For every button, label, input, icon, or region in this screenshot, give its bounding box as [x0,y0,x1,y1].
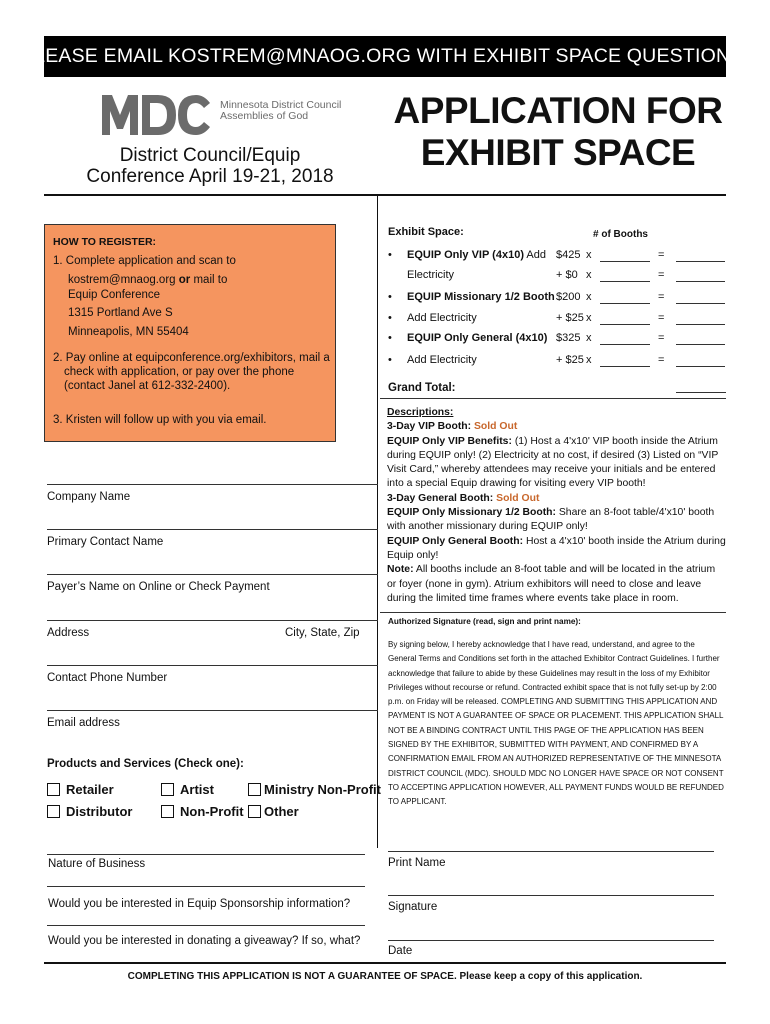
vip-booth-label: 3-Day VIP Booth: [387,421,472,433]
booth-count-blank[interactable] [600,281,650,282]
sponsorship-line[interactable] [47,886,365,887]
contact-name-label: Primary Contact Name [47,536,164,548]
sponsorship-label: Would you be interested in Equip Sponsorship information? [48,898,351,910]
booth-label-bold: EQUIP Only General (4x10) [407,332,548,344]
address-line3: Minneapolis, MN 55404 [68,326,189,338]
company-name-line[interactable] [47,484,378,485]
address-line2: 1315 Portland Ave S [68,307,173,319]
city-state-zip-label: City, State, Zip [285,627,360,639]
booth-row [388,249,726,269]
booth-label [407,332,547,344]
address-line1: Equip Conference [68,289,161,301]
step3-line: 3. Kristen will follow up with you via email. [53,414,267,426]
note-text: All booths include an 8-foot table and will be located in the atrium or foyer (none in gym). Atrium exhibitors will need to close and leave during the limited time frames where events take place in room. [387,564,716,604]
checkbox-icon[interactable] [47,805,60,818]
mdc-logo [100,91,212,137]
booth-label-rest: Add Electricity [407,312,477,324]
step1-line: 1. Complete application and scan to [53,255,236,267]
print-name-line[interactable] [388,851,714,852]
vip-benefits-text: (1) Host a 4'x10' VIP booth inside the Atrium during EQUIP only! (2) Electricity at no cost, if desired (3) Listed on “VIP Visit Card,” whereby attendees may receive your initials and be entered into a special Equip drawing for visiting every VIP booth! [387,435,719,490]
option-retailer[interactable] [47,782,114,797]
booth-count-blank[interactable] [600,344,650,345]
grand-total-blank[interactable] [676,392,726,393]
address-line[interactable] [47,620,378,621]
booth-total-blank[interactable] [676,303,725,304]
booth-label-bold: EQUIP Only VIP (4x10) [407,249,524,261]
booth-price: + $25 [556,354,584,366]
booth-price: + $25 [556,312,584,324]
bullet: • [388,249,392,261]
option-nonprofit-label: Non-Profit [180,804,244,819]
multiply-sign: x [586,269,592,281]
booth-row [388,354,726,374]
nature-line[interactable] [47,854,365,855]
equals-sign: = [658,291,665,303]
booth-row [388,291,726,311]
option-ministry-label: Ministry Non-Profit [264,782,381,797]
email-line[interactable] [47,710,378,711]
step1-or: or [178,274,191,286]
booth-row [388,269,726,289]
checkbox-icon[interactable] [248,783,261,796]
giveaway-line[interactable] [47,925,365,926]
booths-header: # of Booths [593,229,648,240]
booth-label [407,291,555,303]
email-banner: PLEASE EMAIL KOSTREM@MNAOG.ORG WITH EXHIBIT SPACE QUESTIONS. [44,36,726,77]
conference-line2: Conference April 19-21, 2018 [86,166,334,187]
booth-price: $425 [556,249,581,261]
multiply-sign: x [586,291,592,303]
booth-total-blank[interactable] [676,366,725,367]
option-artist-label: Artist [180,782,214,797]
multiply-sign: x [586,249,592,261]
top-divider [44,194,726,196]
how-to-register-box [44,224,336,442]
only-general-text: Host a 4'x10' booth inside the Atrium during Equip only! [387,535,726,561]
booth-count-blank[interactable] [600,303,650,304]
nature-label: Nature of Business [48,858,146,870]
step1-email: kostrem@mnaog.org [68,274,176,286]
equals-sign: = [658,249,665,261]
address-label: Address [47,627,90,639]
bullet: • [388,312,392,324]
descriptions [387,406,727,606]
booth-row [388,312,726,332]
missionary-text: Share an 8-foot table/4'x10' booth with another missionary during EQUIP only! [387,507,715,533]
checkbox-icon[interactable] [161,805,174,818]
step1-email-line [68,274,227,286]
booth-total-blank[interactable] [676,281,725,282]
booth-row [388,332,726,352]
bullet: • [388,332,392,344]
signature-label: Signature [388,901,438,913]
logo-line1: Minnesota District Council [220,99,342,111]
how-to-header: HOW TO REGISTER: [53,236,157,248]
booth-count-blank[interactable] [600,366,650,367]
booth-label [407,354,477,366]
payer-name-line[interactable] [47,574,378,575]
step1-mail: mail to [193,274,228,286]
multiply-sign: x [586,332,592,344]
bullet: • [388,291,392,303]
step2-line-c: (contact Janel at 612-332-2400). [64,380,231,392]
booth-label-rest: Add [523,249,547,261]
equals-sign: = [658,354,665,366]
company-name-label: Company Name [47,491,131,503]
option-distributor[interactable] [47,804,132,819]
footer-note: COMPLETING THIS APPLICATION IS NOT A GUARANTEE OF SPACE. Please keep a copy of this application. [127,971,643,982]
booth-total-blank[interactable] [676,324,725,325]
booth-label [407,269,454,281]
option-ministry-nonprofit[interactable] [248,782,381,797]
payer-name-label: Payer’s Name on Online or Check Payment [47,581,270,593]
booth-price: $325 [556,332,581,344]
authorization-divider [380,612,726,613]
multiply-sign: x [586,312,592,324]
phone-label: Contact Phone Number [47,672,168,684]
step2-line-a: 2. Pay online at equipconference.org/exhibitors, mail a [53,352,330,364]
booth-price: $200 [556,291,581,303]
vip-benefits-label: EQUIP Only VIP Benefits: [387,435,512,447]
booth-label [407,312,477,324]
booth-label-bold: EQUIP Missionary 1/2 Booth [407,291,555,303]
exhibit-space-title: Exhibit Space: [388,226,464,238]
logo-text [220,100,341,122]
missionary-label: EQUIP Only Missionary 1/2 Booth: [387,507,556,519]
step2-line-b: check with application, or pay over the phone [64,366,295,378]
booth-total-blank[interactable] [676,344,725,345]
equals-sign: = [658,269,665,281]
title-line2: EXHIBIT SPACE [420,132,696,173]
option-other[interactable] [248,804,299,819]
checkbox-icon[interactable] [161,783,174,796]
date-line[interactable] [388,940,714,941]
booth-price: + $0 [556,269,578,281]
bottom-divider [44,962,726,964]
checkbox-icon[interactable] [248,805,261,818]
general-sold-out: Sold Out [496,492,540,504]
authorization-text: By signing below, I hereby acknowledge that I have read, understand, and agree to the General Terms and Conditions set forth in the attached Exhibitor Contract Guidelines. I further acknowledge that failure to abide by these Guidelines may result in the loss of my Exhibitor Privileges without recourse or refund. Contracted exhibit space that is not fully set-up by 2:00 p.m. on Friday will be released. COMPLETING AND SUBMITTING THIS APPLICATION AND PAYMENT IS NOT A GUARANTEE OF SPACE OR PLACEMENT. THIS APPLICATION SHALL NOT BE A BINDING CONTRACT UNTIL THIS PAGE OF THE APPLICATION HAS BEEN SIGNED BY THE EXHIBITOR, SUBMITTED WITH PAYMENT, AND CONFIRMED BY A CONFIRMATION EMAIL FROM AN AUTHORIZED REPRESENTATIVE OF THE MINNESOTA DISTRICT COUNCIL (MDC). SHOULD MDC NO LONGER HAVE SPACE OR NOT CONSENT TO ACCEPTING APPLICATION HOWEVER, ALL PAYMENT FUNDS WOULD BE REFUNDED TO APPLICANT. [388,640,724,807]
email-label: Email address [47,717,120,729]
option-other-label: Other [264,804,299,819]
conference-title [60,145,360,187]
title-line1: APPLICATION FOR [393,90,723,131]
descriptions-title: Descriptions: [387,407,454,418]
only-general-label: EQUIP Only General Booth: [387,535,524,547]
booth-label-rest: Electricity [407,269,455,281]
bullet: • [388,354,392,366]
authorization-title: Authorized Signature (read, sign and print name): [388,617,581,626]
option-artist[interactable] [161,782,214,797]
multiply-sign: x [586,354,592,366]
vip-sold-out: Sold Out [474,421,518,433]
column-divider [377,196,378,848]
signature-line[interactable] [388,895,714,896]
conference-line1: District Council/Equip [119,145,301,166]
contact-name-line[interactable] [47,529,378,530]
booth-label-rest: Add Electricity [407,354,477,366]
booth-total-blank[interactable] [676,261,725,262]
page-title [388,90,728,174]
general-booth-label: 3-Day General Booth: [387,492,494,504]
equals-sign: = [658,332,665,344]
booth-count-blank[interactable] [600,261,650,262]
option-nonprofit[interactable] [161,804,244,819]
exhibit-divider [380,398,726,399]
option-retailer-label: Retailer [66,782,114,797]
logo-line2: Assemblies of God [220,110,309,122]
products-title: Products and Services (Check one): [47,758,244,770]
phone-line[interactable] [47,665,378,666]
note-label: Note: [387,564,414,576]
option-distributor-label: Distributor [66,804,133,819]
grand-total-label: Grand Total: [388,382,456,394]
giveaway-label: Would you be interested in donating a giveaway? If so, what? [48,935,361,947]
date-label: Date [388,945,413,957]
equals-sign: = [658,312,665,324]
checkbox-icon[interactable] [47,783,60,796]
booth-label [407,249,546,261]
print-name-label: Print Name [388,857,446,869]
booth-count-blank[interactable] [600,324,650,325]
